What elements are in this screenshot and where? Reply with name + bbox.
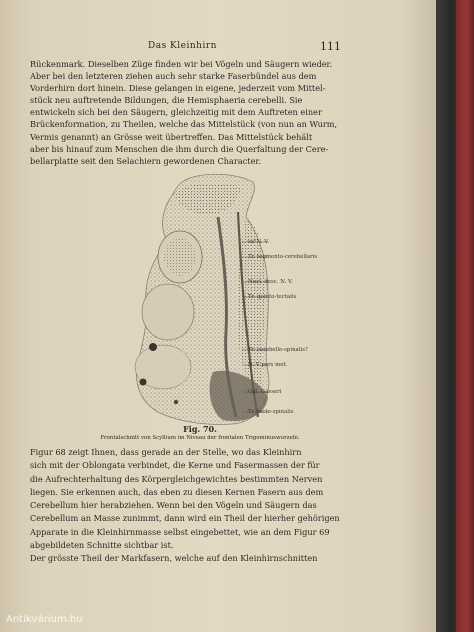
running-head bbox=[0, 41, 436, 57]
text-line: aber bis hinauf zum Menschen die ihm durch die Querfaltung der Cere- bbox=[30, 143, 329, 154]
figure-label: Tr. quinto-tectalis bbox=[248, 294, 297, 300]
text-line: die Aufrechterhaltung des Körpergleichgewichtes bestimmten Nerven bbox=[30, 473, 323, 484]
text-line: Vermis genannt) an Grösse weit übertreffen. Das Mittelstück behält bbox=[30, 131, 313, 142]
anatomical-section-illustration bbox=[118, 172, 328, 427]
text-line: Aber bei den letzteren ziehen auch sehr starke Faserbündel aus dem bbox=[30, 71, 317, 82]
book-spine-red bbox=[456, 0, 474, 632]
text-line: liegen. Sie erkennen auch, das eben zu diesen Kernen Fasern aus dem bbox=[30, 486, 324, 497]
text-line: Vorderhirn dort hinein. Diese gelangen in eigene, jederzeit vom Mittel- bbox=[30, 83, 326, 94]
text-line: Figur 68 zeigt Ihnen, dass gerade an der Stelle, wo das Kleinhirn bbox=[30, 447, 302, 457]
figure-label: sa"N. V. bbox=[248, 239, 269, 245]
page-number: 111 bbox=[320, 40, 341, 53]
text-line: Rückenmark. Dieselben Züge finden wir bei Vögeln und Säugern wieder. bbox=[30, 59, 333, 69]
text-line: Der grösste Theil der Markfasern, welche auf den Kleinhirnschnitten bbox=[30, 553, 318, 564]
figure-caption bbox=[0, 424, 400, 441]
figure-label: Tr. tegmento-cerebellaris bbox=[248, 254, 318, 260]
figure-label: Nucl. desc. N. V. bbox=[248, 279, 293, 285]
text-line: entwickeln sich bei den Säugern, gleichzeitig mit dem Auftreten einer bbox=[30, 107, 322, 118]
text-line: sich mit der Oblongata verbindet, die Kerne und Fasermassen der für bbox=[30, 460, 320, 471]
body-text-bottom bbox=[30, 446, 352, 566]
figure-label: Tr. cerebello-spinalis? bbox=[248, 347, 308, 353]
running-head-title: Das Kleinhirn bbox=[148, 41, 217, 51]
body-text-top bbox=[30, 58, 350, 167]
text-line: bellarplatte seit den Selachiern gewordenen Character. bbox=[30, 155, 262, 166]
text-line: Cerebellum hier herabziehen. Wenn bei den Vögeln und Säugern das bbox=[30, 500, 317, 511]
text-line: stück neu auftretende Bildungen, die Hemisphaeria cerebelli. Sie bbox=[30, 95, 303, 106]
text-line: Brückenformation, zu Theilen, welche das Mittelstück (von nun an Wurm, bbox=[30, 119, 338, 130]
figure-label: N. V pars mot. bbox=[248, 362, 288, 368]
text-line: Cerebellum an Masse zunimmt, dann wird ein Theil der hierher gehörigen bbox=[30, 513, 340, 524]
text-line: Apparate in die Kleinhirnmasse selbst eingebettet, wie an dem Figur 69 bbox=[30, 526, 330, 537]
text-line: abgebildeten Schnitte sichtbar ist. bbox=[30, 540, 174, 551]
figure-label: Tr. tecto-spinalis bbox=[248, 409, 294, 415]
figure-label: Ggl. Gasseri bbox=[248, 389, 282, 395]
figure-subtitle: Frontalschnitt von Scyllium im Niveau der frontalen Trigeminuswurzeln. bbox=[100, 435, 300, 441]
figure-title: Fig. 70. bbox=[183, 424, 217, 434]
watermark: Antikvárium.hu bbox=[6, 614, 83, 625]
